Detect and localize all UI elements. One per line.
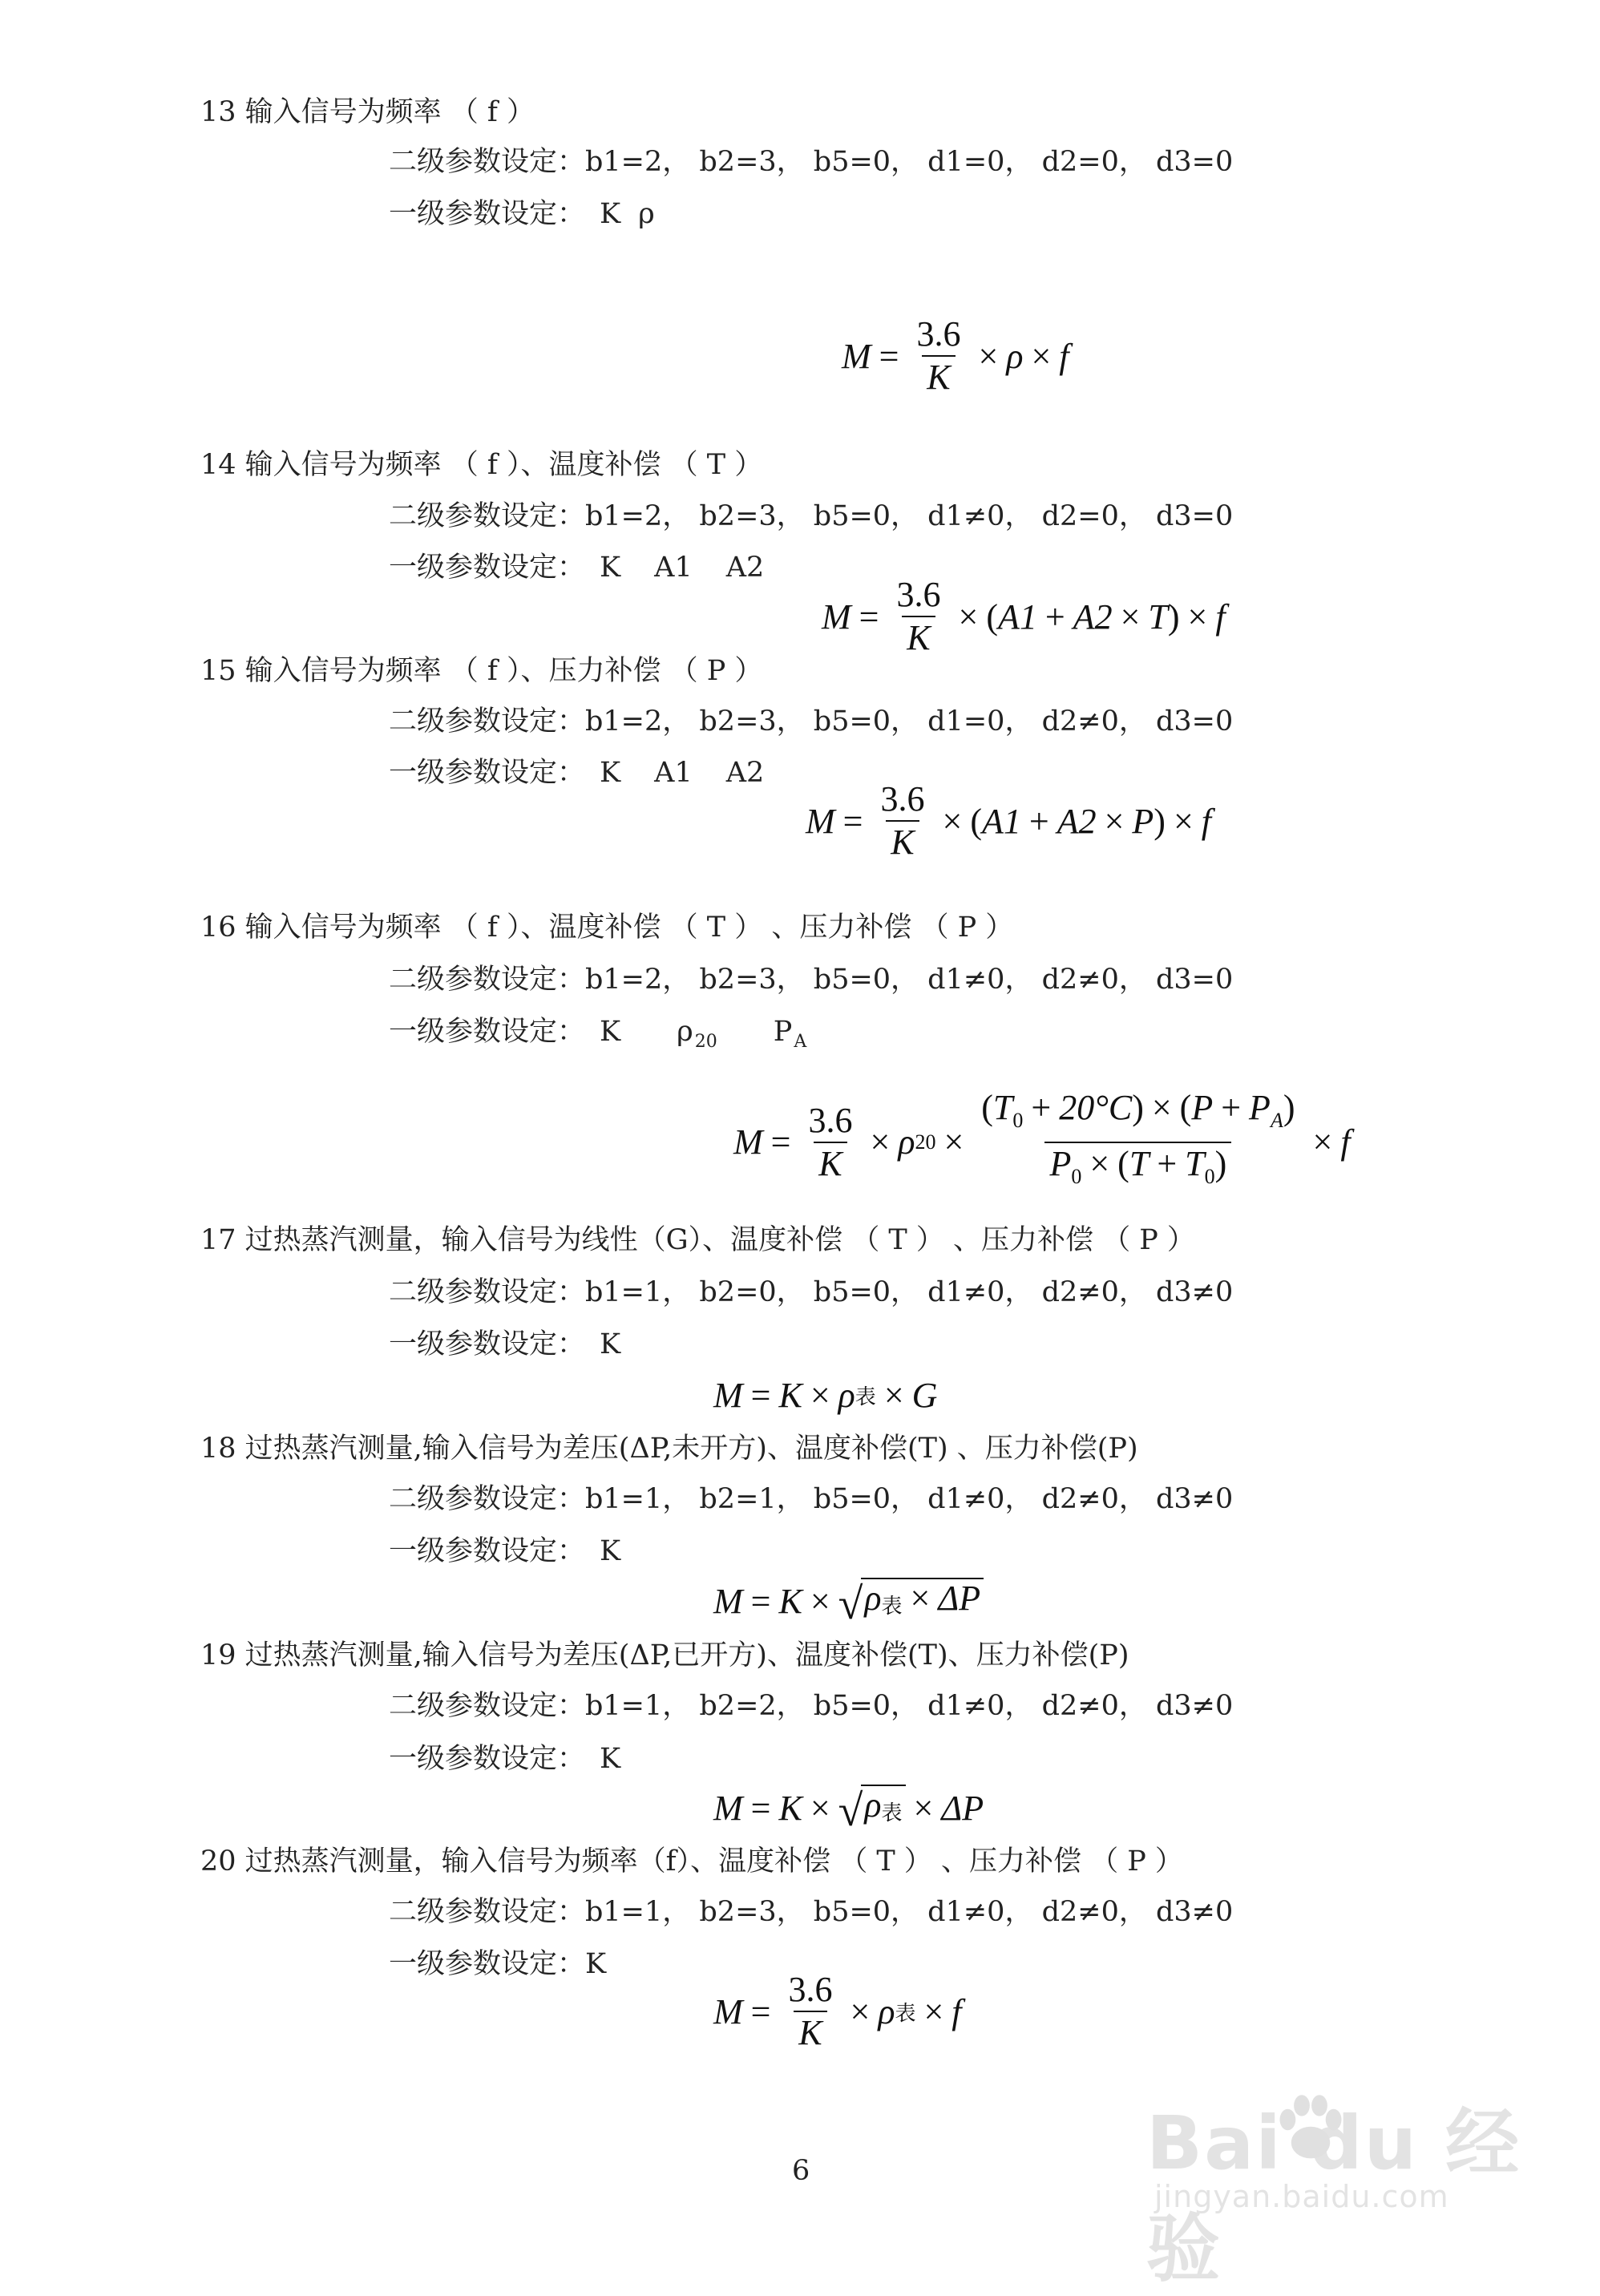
formula-14: M = $\frac{3.6}{K}$ × ( A1 + A2 × T ) × f	[822, 575, 1226, 657]
section-17-title: 17 过热蒸汽测量，输入信号为线性（G）、温度补偿 （ T ） 、压力补偿 （ P ）	[200, 1224, 1195, 1256]
section-16-title: 16 输入信号为频率 （ f ）、温度补偿 （ T ） 、压力补偿 （ P ）	[200, 912, 1014, 944]
section-20-second-params: 二级参数设定：b1=1， b2=3， b5=0， d1≠0， d2≠0， d3≠0	[389, 1896, 1234, 1928]
section-18-title: 18 过热蒸汽测量,输入信号为差压(ΔP,未开方)、温度补偿(T) 、压力补偿(P)	[200, 1433, 1138, 1465]
section-16-second-params: 二级参数设定：b1=2， b2=3， b5=0， d1≠0， d2≠0， d3=0	[389, 964, 1234, 996]
section-14-first-params: 一级参数设定： K A1 A2	[389, 552, 765, 584]
section-13-second-params: 二级参数设定：b1=2， b2=3， b5=0， d1=0， d2=0， d3=0	[389, 146, 1234, 178]
formula-13: M = $\frac{3.6}{K}$ × ρ × f	[842, 314, 1069, 397]
section-20-title: 20 过热蒸汽测量，输入信号为频率（f）、温度补偿 （ T ） 、压力补偿 （ P ）	[200, 1845, 1183, 1878]
section-15-second-params: 二级参数设定：b1=2， b2=3， b5=0， d1=0， d2≠0， d3=0	[389, 705, 1234, 738]
formula-20: M = $\frac{3.6}{K}$ × ρ 表 × f	[713, 1970, 962, 2052]
param-symbol: K	[585, 1948, 607, 1980]
baidu-jingyan-watermark	[1146, 2084, 1523, 2292]
section-18-first-params: 一级参数设定： K	[389, 1535, 621, 1567]
param-symbol: A1	[654, 757, 693, 789]
section-17-second-params: 二级参数设定：b1=1， b2=0， b5=0， d1≠0， d2≠0， d3≠0	[389, 1276, 1234, 1308]
section-17-first-params: 一级参数设定： K	[389, 1328, 621, 1360]
param-symbol: K	[600, 1328, 621, 1360]
section-13-title: 13 输入信号为频率 （ f ）	[200, 96, 535, 128]
param-symbol: K	[600, 552, 621, 584]
param-subscript: 20	[694, 1032, 717, 1052]
paw-icon	[1267, 2084, 1355, 2173]
param-symbol: P	[773, 1016, 793, 1048]
section-13-first-params	[389, 196, 655, 232]
section-16-first-params: 一级参数设定： K ρ20 PA	[389, 1014, 806, 1060]
section-15-title: 15 输入信号为频率 （ f ）、压力补偿 （ P ）	[200, 655, 763, 687]
first-params-label: 一级参数设定：	[389, 198, 586, 230]
formula-17: M = K × ρ 表 × G	[713, 1376, 938, 1415]
param-symbol: K	[600, 1016, 621, 1048]
param-symbol: ρ	[638, 198, 655, 230]
section-19-first-params: 一级参数设定： K	[389, 1743, 621, 1775]
formula-19: M = K × √ ρ表 × ΔP	[713, 1785, 984, 1836]
watermark-url: jingyan.baidu.com	[1154, 2179, 1449, 2214]
param-symbol: ρ	[677, 1016, 693, 1048]
param-subscript: A	[794, 1032, 807, 1052]
param-symbol: K	[600, 757, 621, 789]
section-19-title: 19 过热蒸汽测量,输入信号为差压(ΔP,已开方)、温度补偿(T)、压力补偿(P)	[200, 1639, 1129, 1671]
param-symbol: A2	[725, 757, 765, 789]
param-symbol: K	[600, 198, 621, 230]
param-symbol: A2	[725, 552, 765, 584]
param-symbol: A1	[654, 552, 693, 584]
section-19-second-params: 二级参数设定：b1=1， b2=2， b5=0， d1≠0， d2≠0， d3≠0	[389, 1690, 1234, 1722]
page-number: 6	[792, 2155, 810, 2187]
formula-15: M = $\frac{3.6}{K}$ × ( A1 + A2 × P ) × f	[806, 779, 1212, 862]
param-symbol: K	[600, 1535, 621, 1567]
param-symbol: K	[600, 1743, 621, 1775]
section-14-second-params: 二级参数设定：b1=2， b2=3， b5=0， d1≠0， d2=0， d3=0	[389, 500, 1234, 532]
formula-18: M = K × √ ρ表 × ΔP	[713, 1578, 984, 1624]
watermark-logo-text: Bai du 经验	[1146, 2100, 1521, 2292]
section-18-second-params: 二级参数设定：b1=1， b2=1， b5=0， d1≠0， d2≠0， d3≠0	[389, 1483, 1234, 1515]
formula-16: M = $\frac{3.6}{K}$ × ρ 20 × $\frac{(T_0 + 20^\circ C) \times (P + P_A)}{P_0 \times (T + T_0)}$ × f	[733, 1090, 1351, 1194]
section-14-title: 14 输入信号为频率 （ f ）、温度补偿 （ T ）	[200, 449, 763, 481]
section-15-first-params: 一级参数设定： K A1 A2	[389, 757, 765, 789]
section-20-first-params: 一级参数设定：K	[389, 1948, 607, 1980]
